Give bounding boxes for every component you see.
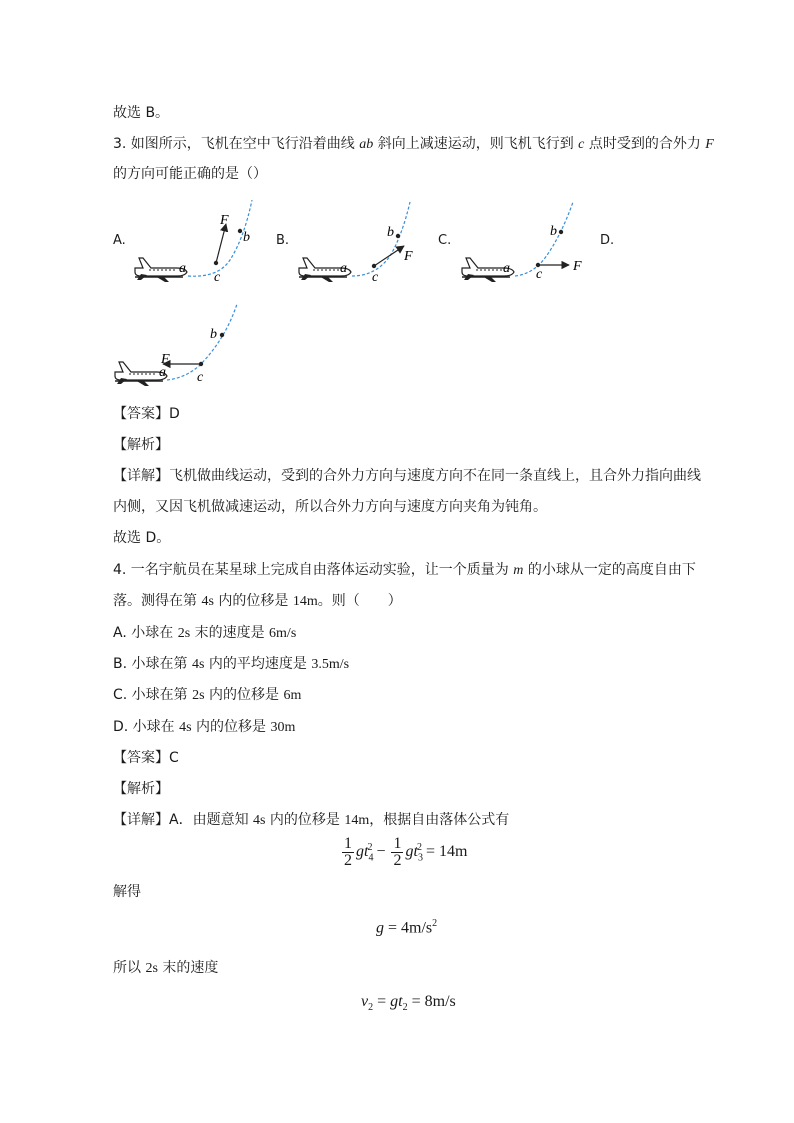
label-b: b bbox=[243, 230, 250, 245]
q3-figure-d bbox=[113, 300, 243, 392]
q4-answer: 【答案】C bbox=[113, 750, 179, 766]
option-text: C. 小球在第 bbox=[113, 687, 193, 703]
q3-option-label-c: C. bbox=[438, 233, 452, 248]
option-text: 内的位移是 bbox=[204, 687, 284, 703]
q3-conclusion: 故选 D。 bbox=[113, 530, 171, 546]
label-F: F bbox=[220, 213, 229, 228]
q4-stem-line2 bbox=[113, 591, 402, 612]
q3-stem-text-a: 3. 如图所示，飞机在空中飞行沿着曲线 bbox=[113, 136, 360, 152]
q4-stem-m: m bbox=[513, 563, 524, 578]
option-value: 4s bbox=[191, 657, 205, 672]
equation-1: $\frac{1}{2}$ $gt_4^2$ − $\frac{1}{2}$ $gt_3^2 = 14m$ bbox=[344, 835, 468, 869]
label-F: F bbox=[404, 249, 413, 264]
q4-stem-text-e: 。则（ ） bbox=[317, 593, 402, 609]
q4-stem-text-a: 4. 一名宇航员在某星球上完成自由落体运动实验，让一个质量为 bbox=[113, 562, 514, 578]
so-text: 所以 bbox=[113, 960, 146, 976]
q4-stem-text-c: 落。测得在第 bbox=[113, 593, 202, 609]
prev-conclusion: 故选 B。 bbox=[113, 105, 170, 121]
q3-stem-ab: ab bbox=[359, 137, 374, 152]
q3-option-label-a: A. bbox=[113, 233, 126, 248]
option-text: 内的平均速度是 bbox=[204, 656, 312, 672]
so-value: 2s bbox=[145, 961, 158, 976]
option-text: 内的位移是 bbox=[191, 719, 271, 735]
q3-figure-b bbox=[294, 198, 424, 286]
q3-option-label-d: D. bbox=[600, 233, 615, 248]
detail-value: 4s bbox=[253, 813, 266, 828]
trajectory-curve bbox=[352, 202, 410, 276]
q3-detail-line2: 内侧，又因飞机做减速运动，所以合外力方向与速度方向夹角为钝角。 bbox=[113, 499, 547, 515]
q4-stem-4s: 4s bbox=[201, 594, 214, 609]
label-a: a bbox=[340, 261, 347, 276]
detail-value: 14m bbox=[344, 813, 370, 828]
option-value: 6m/s bbox=[269, 626, 297, 641]
q3-stem-c: c bbox=[578, 137, 585, 152]
label-b: b bbox=[550, 224, 557, 239]
q4-stem-14m: 14m bbox=[292, 594, 318, 609]
label-a: a bbox=[503, 261, 510, 276]
label-c: c bbox=[536, 267, 543, 282]
point-b bbox=[220, 333, 224, 337]
option-value: 30m bbox=[270, 720, 296, 735]
option-text: A. 小球在 bbox=[113, 625, 178, 641]
q4-option-a bbox=[113, 623, 296, 644]
option-text: 末的速度是 bbox=[190, 625, 270, 641]
fraction-half: $\frac{1}{2}$ bbox=[393, 835, 402, 869]
label-c: c bbox=[197, 370, 204, 385]
point-b bbox=[396, 234, 400, 238]
label-c: c bbox=[372, 270, 379, 285]
option-text: D. 小球在 bbox=[113, 719, 180, 735]
q4-analysis-title: 【解析】 bbox=[113, 781, 169, 797]
label-c: c bbox=[214, 270, 221, 285]
q3-stem-line1 bbox=[113, 134, 714, 155]
q3-analysis-title: 【解析】 bbox=[113, 437, 169, 453]
q3-stem-F: F bbox=[705, 137, 714, 152]
detail-text: 【详解】A．由题意知 bbox=[113, 812, 254, 828]
q4-solve-label: 解得 bbox=[113, 884, 141, 900]
fraction-half: $\frac{1}{2}$ bbox=[344, 835, 352, 869]
q4-option-b bbox=[113, 654, 349, 675]
q4-option-c bbox=[113, 685, 301, 706]
option-value: 4s bbox=[179, 720, 192, 735]
label-a: a bbox=[159, 365, 166, 380]
q4-detail-line1 bbox=[113, 810, 509, 831]
label-b: b bbox=[387, 225, 394, 240]
option-value: 2s bbox=[192, 688, 205, 703]
force-arrow bbox=[374, 246, 404, 266]
option-value: 2s bbox=[177, 626, 191, 641]
option-text: B. 小球在第 bbox=[113, 656, 192, 672]
label-F: F bbox=[161, 352, 170, 367]
equation-3: $v_2 = gt_2 = 8m/s$ bbox=[361, 993, 456, 1014]
q3-figure-c bbox=[457, 198, 597, 286]
q4-stem-text-d: 内的位移是 bbox=[213, 593, 293, 609]
q4-stem-text-b: 的小球从一定的高度自由下 bbox=[523, 562, 696, 578]
option-value: 3.5m/s bbox=[311, 657, 350, 672]
q3-figure-a bbox=[130, 198, 260, 286]
trajectory-curve bbox=[167, 304, 237, 380]
detail-text: ，根据自由落体公式有 bbox=[369, 812, 510, 828]
so-text: 末的速度 bbox=[157, 960, 219, 976]
equation-2: $g = 4m/s^2$ bbox=[376, 918, 438, 937]
force-arrow bbox=[216, 224, 226, 263]
point-b bbox=[238, 229, 242, 233]
q3-option-label-b: B. bbox=[276, 233, 290, 248]
label-b: b bbox=[210, 327, 217, 342]
label-a: a bbox=[179, 261, 186, 276]
q3-answer: 【答案】D bbox=[113, 406, 180, 422]
q3-stem-text-c: 点时受到的合外力 bbox=[584, 136, 706, 152]
q4-option-d bbox=[113, 717, 295, 738]
q4-stem-line1 bbox=[113, 560, 696, 581]
q3-stem-text-b: 斜向上减速运动，则飞机飞行到 bbox=[373, 136, 579, 152]
q3-detail-line1: 【详解】飞机做曲线运动，受到的合外力方向与速度方向不在同一条直线上，且合外力指向曲线 bbox=[113, 468, 701, 484]
point-b bbox=[559, 230, 563, 234]
q3-stem-line2: 的方向可能正确的是（） bbox=[113, 166, 267, 182]
q4-so-line bbox=[113, 958, 218, 979]
label-F: F bbox=[573, 259, 582, 274]
detail-text: 内的位移是 bbox=[265, 812, 345, 828]
option-value: 6m bbox=[283, 688, 302, 703]
